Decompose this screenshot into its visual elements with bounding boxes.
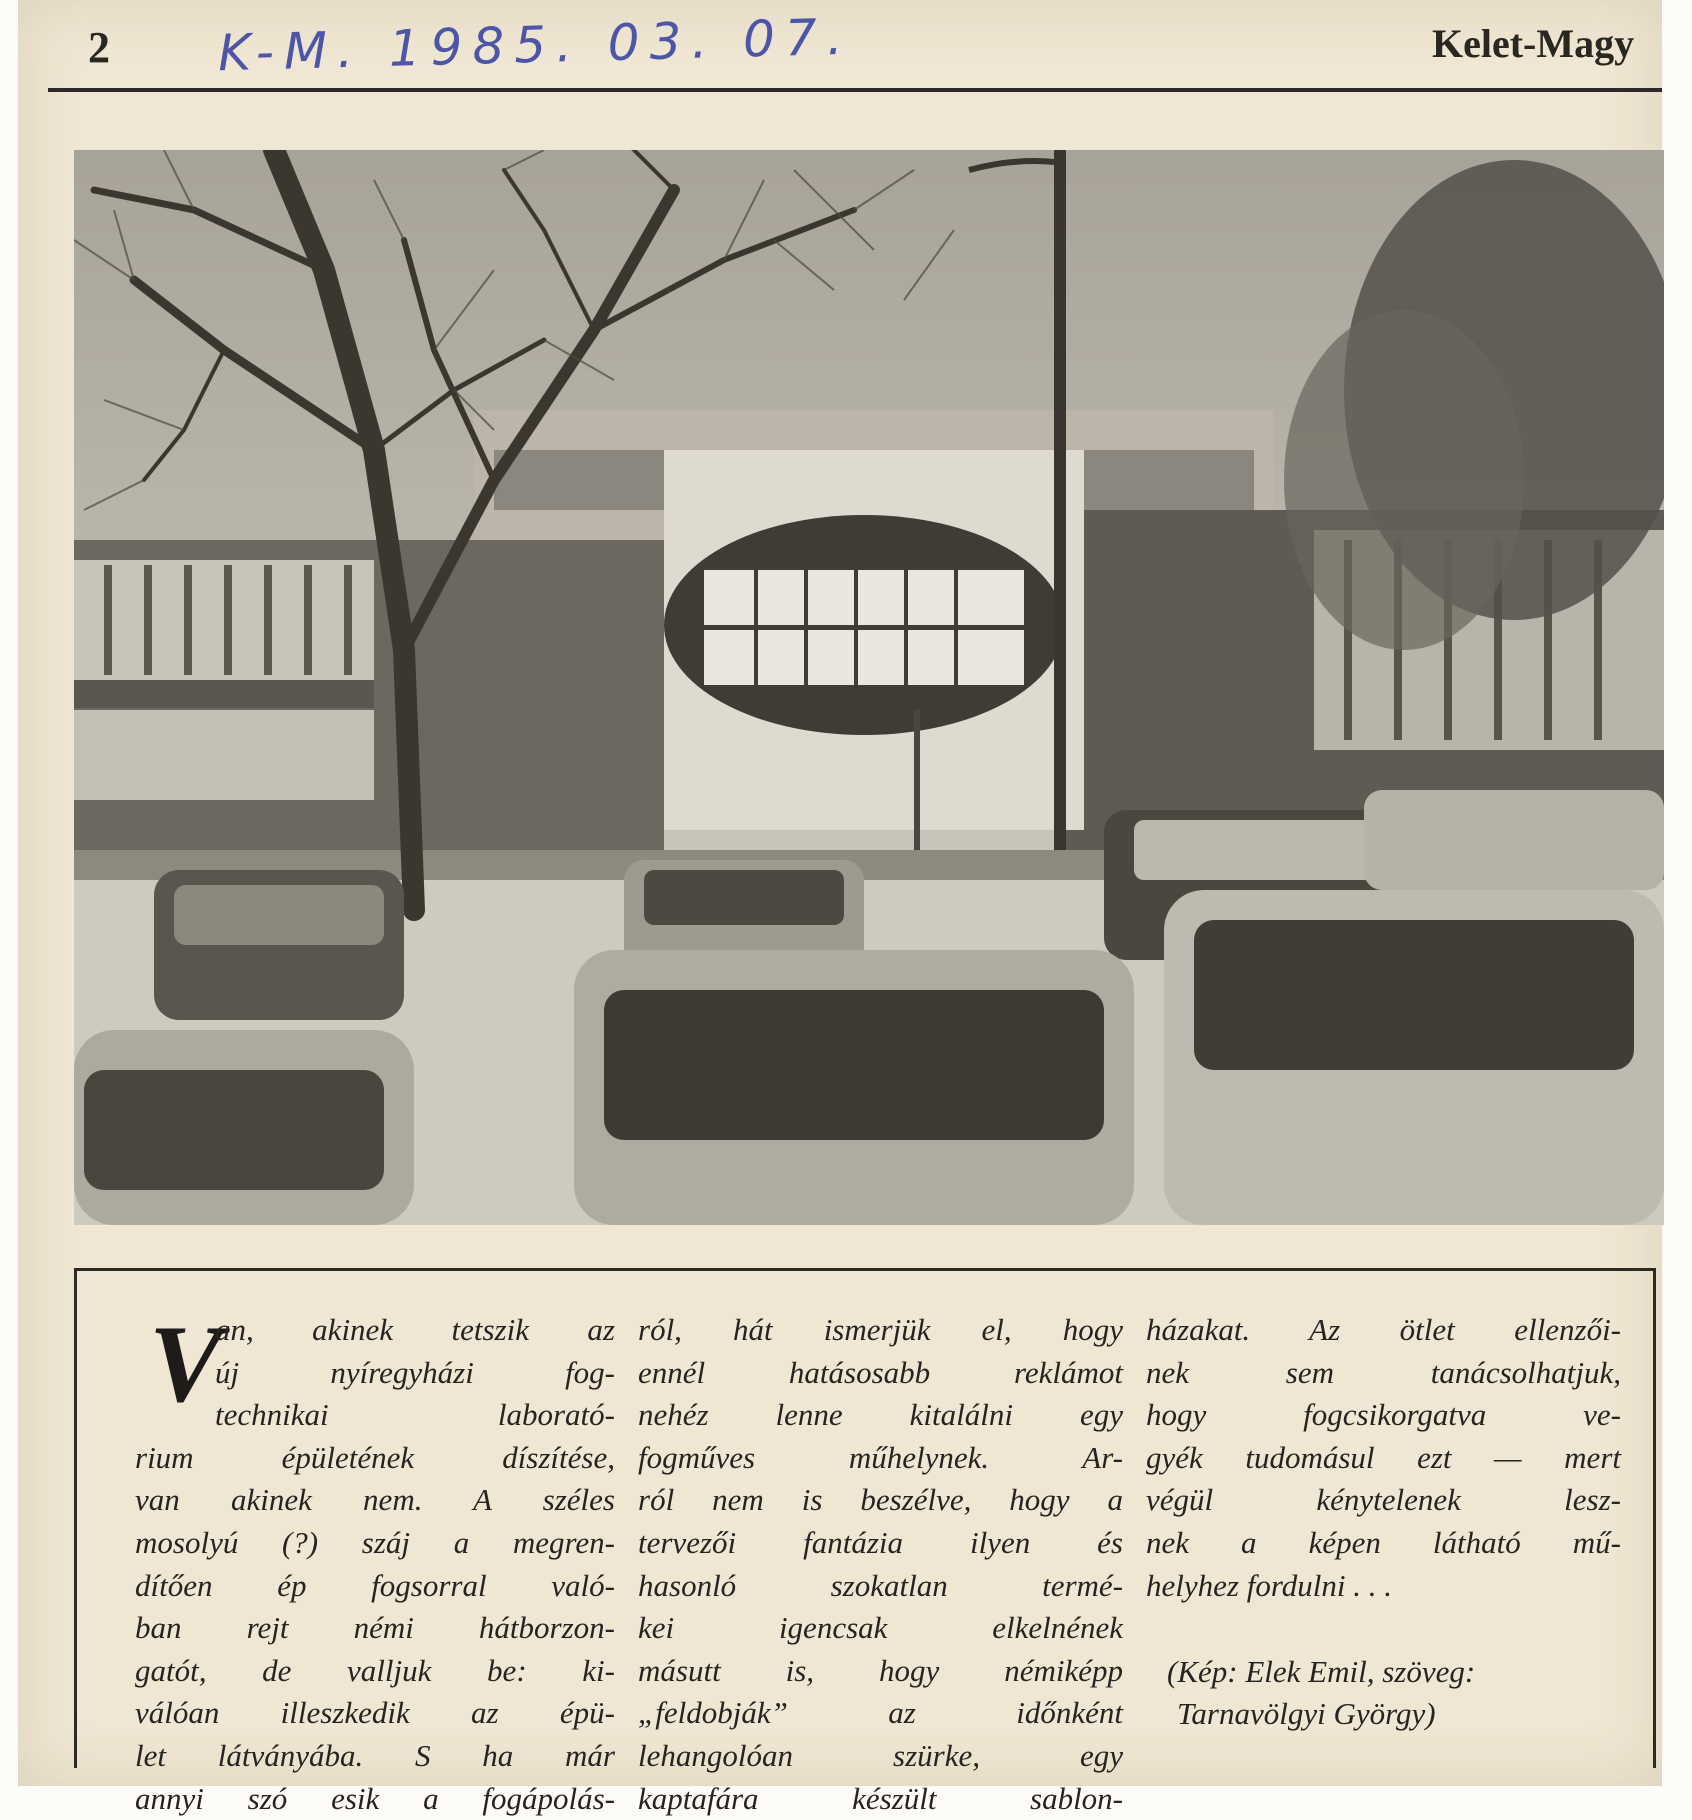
article-line: fogműves műhelynek. Ar-	[638, 1439, 1123, 1475]
article-line: ennél hatásosabb reklámot	[638, 1354, 1123, 1390]
header-rule	[48, 88, 1662, 92]
article-line: nek sem tanácsolhatjuk,	[1146, 1354, 1621, 1390]
article-line: másutt is, hogy némiképp	[638, 1652, 1123, 1688]
article-line: válóan illeszkedik az épü-	[135, 1695, 615, 1731]
credit-line: (Kép: Elek Emil, szöveg:	[1167, 1654, 1476, 1689]
article-line: lehangolóan szürke, egy	[638, 1737, 1123, 1773]
article-column-1	[135, 1303, 615, 1820]
article-line: ról, hát ismerjük el, hogy	[638, 1312, 1123, 1347]
handwritten-date-note: K-M. 1985. 03. 07.	[217, 7, 854, 83]
article-line: ban rejt némi hátborzon-	[135, 1610, 615, 1646]
article-line: gatót, de valljuk be: ki-	[135, 1652, 615, 1688]
article-line: nehéz lenne kitalálni egy	[638, 1397, 1123, 1433]
article-line: „feldobják” az időnként	[638, 1695, 1123, 1731]
article-line: annyi szó esik a fogápolás-	[135, 1780, 615, 1816]
article-line: hogy fogcsikorgatva ve-	[1146, 1397, 1621, 1433]
article-text-box	[74, 1268, 1656, 1816]
article-column-3	[1146, 1309, 1621, 1607]
article-line: technikai laborató-	[215, 1397, 615, 1433]
photo-and-text-credit	[1167, 1651, 1597, 1735]
article-line: rium épületének díszítése,	[135, 1439, 615, 1475]
article-line: új nyíregyházi fog-	[215, 1354, 615, 1390]
article-line: házakat. Az ötlet ellenzői-	[1146, 1312, 1621, 1347]
article-line: végül kénytelenek lesz-	[1146, 1482, 1621, 1518]
article-line: nek a képen látható mű-	[1146, 1524, 1621, 1560]
article-line: mosolyú (?) száj a megren-	[135, 1524, 615, 1560]
article-line: helyhez fordulni . . .	[1146, 1567, 1392, 1603]
article-line: an, akinek tetszik az	[215, 1312, 615, 1347]
article-line: kei igencsak elkelnének	[638, 1610, 1123, 1646]
article-photo	[74, 150, 1664, 1225]
credit-line: Tarnavölgyi György)	[1177, 1696, 1436, 1731]
article-column-2	[638, 1309, 1123, 1820]
page-number: 2	[88, 23, 110, 72]
article-line: gyék tudomásul ezt — mert	[1146, 1439, 1621, 1475]
article-line: hasonló szokatlan termé-	[638, 1567, 1123, 1603]
newspaper-masthead: Kelet-Magy	[1432, 21, 1635, 66]
article-line: let látványába. S ha már	[135, 1737, 615, 1773]
article-line: tervezői fantázia ilyen és	[638, 1524, 1123, 1560]
article-line: ról nem is beszélve, hogy a	[638, 1482, 1123, 1518]
article-line: dítően ép fogsorral való-	[135, 1567, 615, 1603]
article-line: van akinek nem. A széles	[135, 1482, 615, 1518]
newspaper-clipping	[18, 0, 1662, 1816]
article-line: kaptafára készült sablon-	[638, 1780, 1123, 1816]
drop-cap: V	[149, 1303, 223, 1425]
